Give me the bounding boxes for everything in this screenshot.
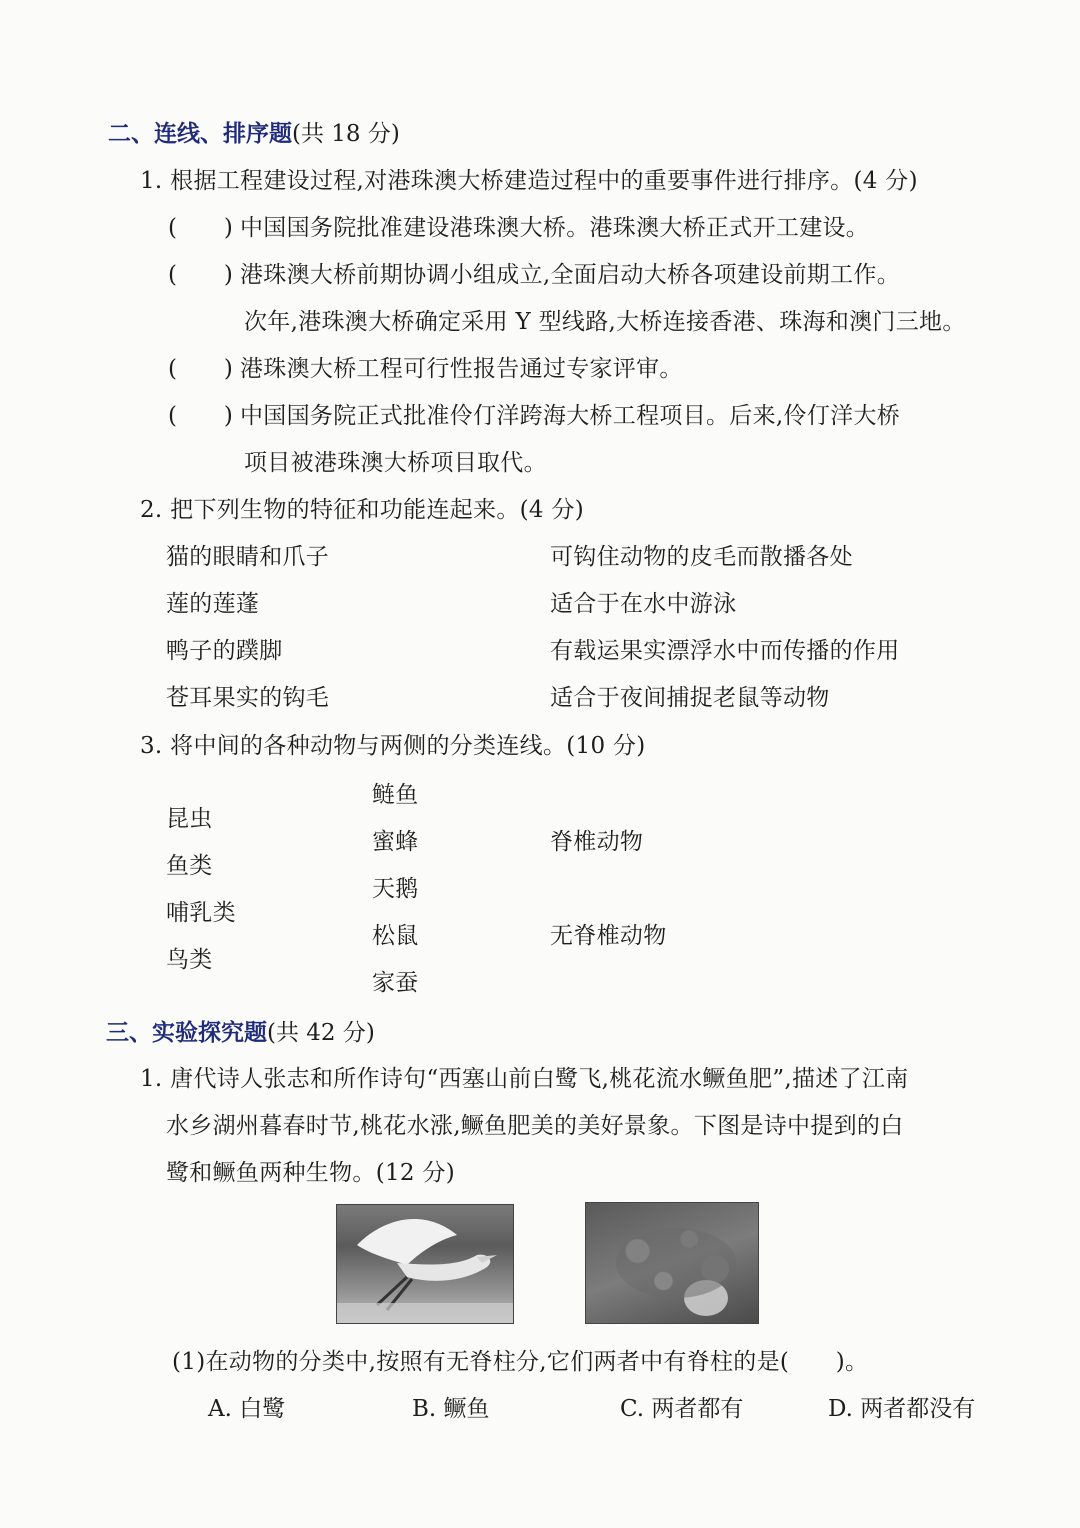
sub-question-1: (1)在动物的分类中,按照有无脊柱分,它们两者中有脊柱的是( )。	[172, 1349, 869, 1375]
order-item-text: 中国国务院正式批准伶仃洋跨海大桥工程项目。后来,伶仃洋大桥	[240, 403, 901, 429]
s3-q1-stem-line: 1. 唐代诗人张志和所作诗句“西塞山前白鹭飞,桃花流水鳜鱼肥”,描述了江南	[140, 1066, 909, 1092]
match-left-item[interactable]: 鸭子的蹼脚	[166, 638, 283, 664]
section3-score: (共 42 分)	[267, 1020, 375, 1046]
match-right-item[interactable]: 适合于在水中游泳	[550, 591, 737, 617]
mandarin-fish-photo	[585, 1202, 759, 1324]
fish-illustration	[586, 1203, 758, 1323]
egret-photo	[336, 1204, 514, 1324]
order-bracket[interactable]: ( )	[168, 356, 234, 382]
match-left-item[interactable]: 猫的眼睛和爪子	[166, 544, 330, 570]
order-item-text-continued: 项目被港珠澳大桥项目取代。	[244, 450, 547, 476]
q3-stem: 3. 将中间的各种动物与两侧的分类连线。(10 分)	[140, 733, 646, 759]
match-right-item[interactable]: 有载运果实漂浮水中而传播的作用	[550, 638, 900, 664]
category-left-item[interactable]: 哺乳类	[166, 900, 236, 926]
category-left-item[interactable]: 昆虫	[166, 806, 213, 832]
order-bracket[interactable]: ( )	[168, 215, 234, 241]
order-item-text-continued: 次年,港珠澳大桥确定采用 Y 型线路,大桥连接香港、珠海和澳门三地。	[244, 309, 966, 335]
section2-title: 二、连线、排序题	[108, 121, 292, 147]
order-item-text: 港珠澳大桥工程可行性报告通过专家评审。	[240, 356, 683, 382]
match-left-item[interactable]: 莲的莲蓬	[166, 591, 260, 617]
category-right-item[interactable]: 脊椎动物	[550, 829, 644, 855]
s3-q1-stem-line: 水乡湖州暮春时节,桃花水涨,鳜鱼肥美的美好景象。下图是诗中提到的白	[166, 1113, 904, 1139]
option-b[interactable]: B. 鳜鱼	[412, 1396, 490, 1422]
animal-middle-item[interactable]: 鲢鱼	[372, 782, 419, 808]
option-c[interactable]: C. 两者都有	[620, 1396, 744, 1422]
fish-body	[616, 1228, 736, 1298]
order-item-text: 港珠澳大桥前期协调小组成立,全面启动大桥各项建设前期工作。	[240, 262, 901, 288]
q1-stem: 1. 根据工程建设过程,对港珠澳大桥建造过程中的重要事件进行排序。(4 分)	[140, 168, 918, 194]
animal-middle-item[interactable]: 天鹅	[372, 876, 419, 902]
match-right-item[interactable]: 可钩住动物的皮毛而散播各处	[550, 544, 853, 570]
section3-title: 三、实验探究题	[106, 1020, 267, 1046]
order-item-text: 中国国务院批准建设港珠澳大桥。港珠澳大桥正式开工建设。	[240, 215, 870, 241]
option-d[interactable]: D. 两者都没有	[828, 1396, 976, 1422]
animal-middle-item[interactable]: 家蚕	[372, 970, 419, 996]
section2-heading	[108, 115, 400, 148]
water-surface	[337, 1303, 513, 1323]
option-a[interactable]: A. 白鹭	[208, 1396, 286, 1422]
order-bracket[interactable]: ( )	[168, 403, 234, 429]
category-left-item[interactable]: 鸟类	[166, 947, 213, 973]
section3-heading	[106, 1014, 375, 1047]
animal-middle-item[interactable]: 蜜蜂	[372, 829, 419, 855]
s3-q1-stem-line: 鹭和鳜鱼两种生物。(12 分)	[166, 1160, 456, 1186]
match-right-item[interactable]: 适合于夜间捕捉老鼠等动物	[550, 685, 830, 711]
category-left-item[interactable]: 鱼类	[166, 853, 213, 879]
q2-stem: 2. 把下列生物的特征和功能连起来。(4 分)	[140, 497, 585, 523]
section2-score: (共 18 分)	[292, 121, 400, 147]
match-left-item[interactable]: 苍耳果实的钩毛	[166, 685, 330, 711]
animal-middle-item[interactable]: 松鼠	[372, 923, 419, 949]
order-bracket[interactable]: ( )	[168, 262, 234, 288]
egret-wing	[357, 1219, 457, 1265]
category-right-item[interactable]: 无脊椎动物	[550, 923, 667, 949]
egret-illustration	[337, 1205, 513, 1323]
